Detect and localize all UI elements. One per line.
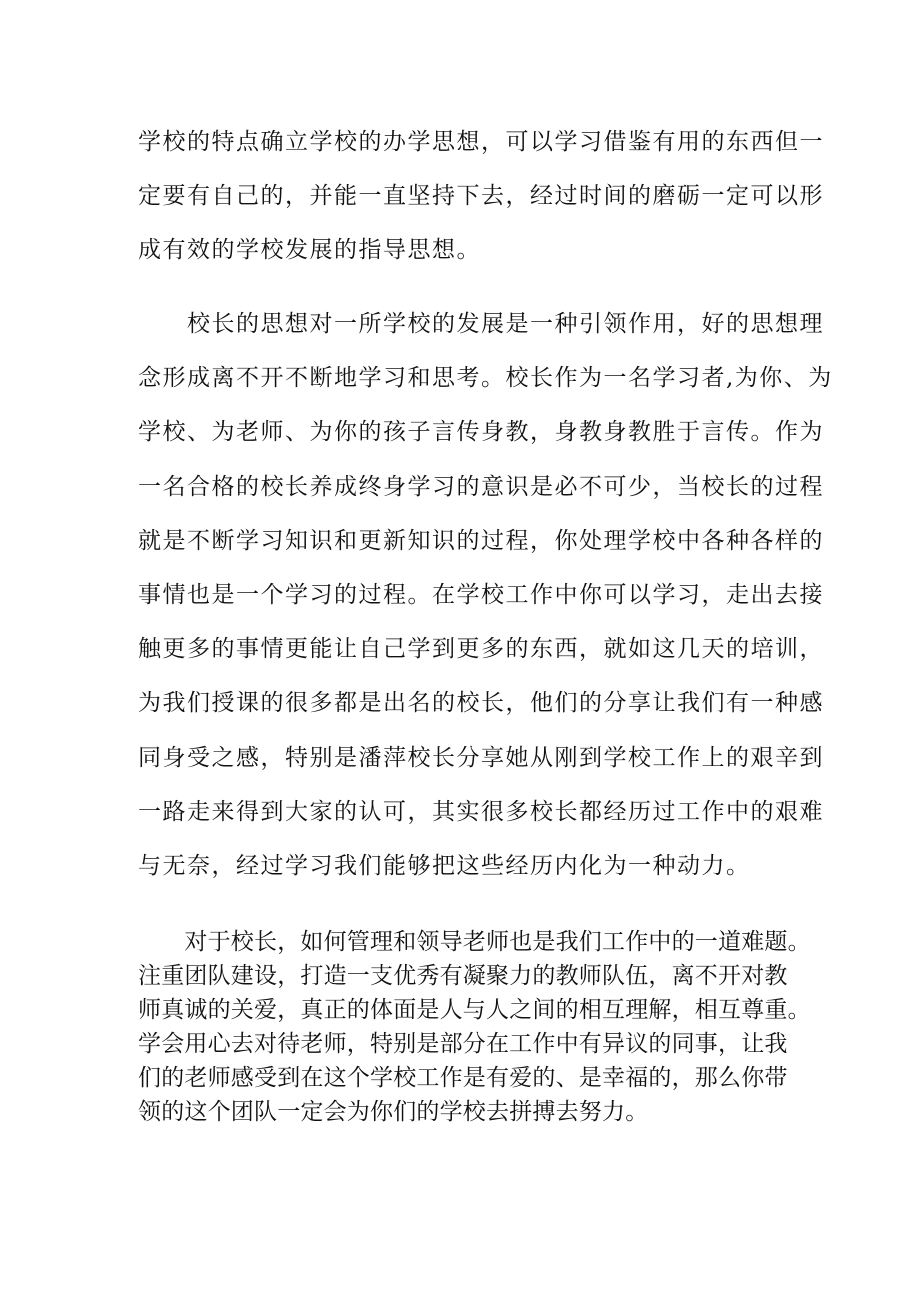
text-line: 一路走来得到大家的认可，其实很多校长都经历过工作中的艰难 [138, 799, 824, 825]
text-line: 学校、为老师、为你的孩子言传身教，身教身教胜于言传。作为 [138, 419, 824, 445]
text-line: 成有效的学校发展的指导思想。 [138, 237, 481, 263]
text-line: 们的老师感受到在这个学校工作是有爱的、是幸福的，那么你带 [138, 1065, 788, 1091]
text-line: 校长的思想对一所学校的发展是一种引领作用，好的思想理 [138, 311, 824, 337]
text-line: 对于校长，如何管理和领导老师也是我们工作中的一道难题。 [138, 929, 811, 955]
text-line: 事情也是一个学习的过程。在学校工作中你可以学习，走出去接 [138, 582, 824, 608]
text-line: 注重团队建设，打造一支优秀有凝聚力的教师队伍，离不开对教 [138, 963, 788, 989]
text-line: 同身受之感，特别是潘萍校长分享她从刚到学校工作上的艰辛到 [138, 745, 824, 771]
text-line: 领的这个团队一定会为你们的学校去拼搏去努力。 [138, 1099, 649, 1125]
text-line: 学校的特点确立学校的办学思想，可以学习借鉴有用的东西但一 [138, 129, 824, 155]
text-line: 就是不断学习知识和更新知识的过程，你处理学校中各种各样的 [138, 528, 824, 554]
text-line: 学会用心去对待老师，特别是部分在工作中有异议的同事，让我 [138, 1031, 788, 1057]
text-line: 一名合格的校长养成终身学习的意识是必不可少，当校长的过程 [138, 474, 824, 500]
text-line: 与无奈，经过学习我们能够把这些经历内化为一种动力。 [138, 853, 751, 879]
text-line: 触更多的事情更能让自己学到更多的东西，就如这几天的培训， [138, 636, 824, 662]
text-line: 定要有自己的，并能一直坚持下去，经过时间的磨砺一定可以形 [138, 183, 824, 209]
text-line: 为我们授课的很多都是出名的校长，他们的分享让我们有一种感 [138, 690, 824, 716]
text-line: 念形成离不开不断地学习和思考。校长作为一名学习者,为你、为 [138, 365, 833, 391]
text-line: 师真诚的关爱，真正的体面是人与人之间的相互理解，相互尊重。 [138, 997, 811, 1023]
